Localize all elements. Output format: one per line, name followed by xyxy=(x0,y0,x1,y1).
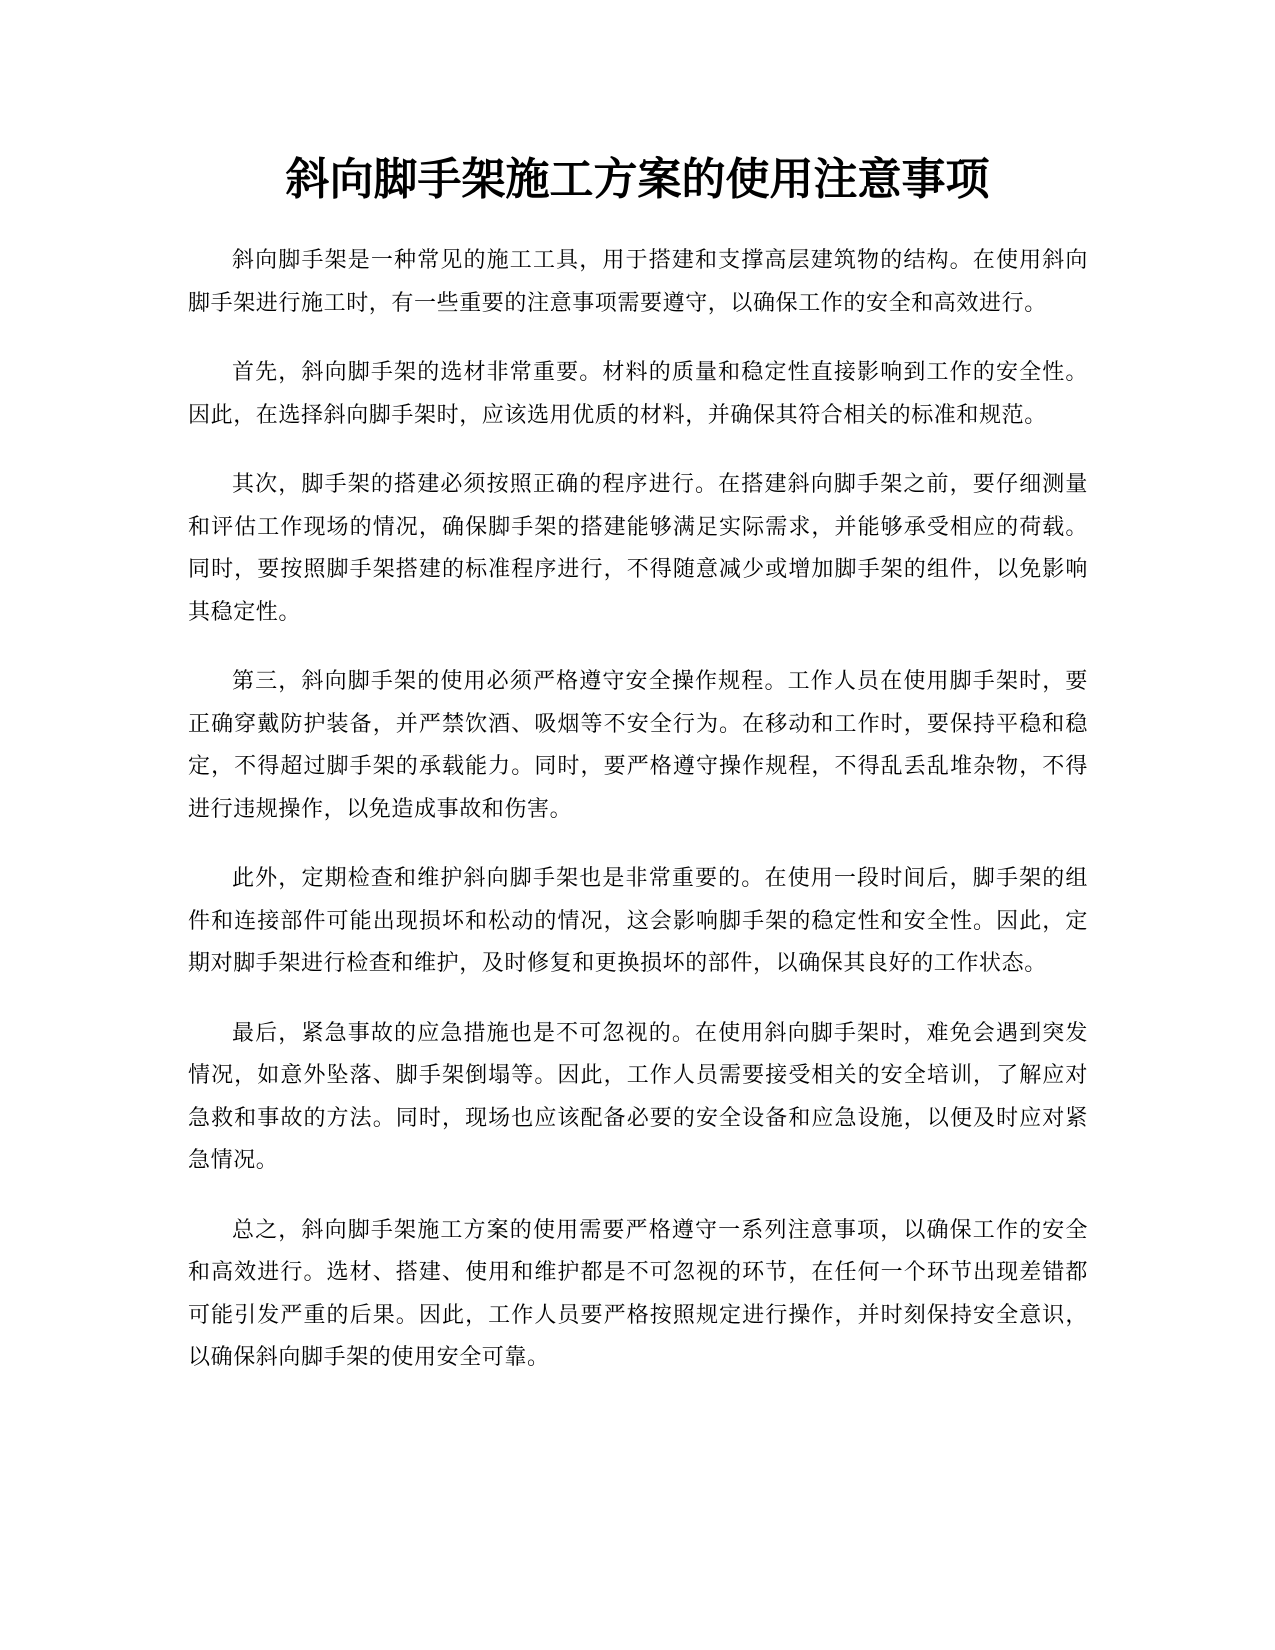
paragraph-inspection: 此外，定期检查和维护斜向脚手架也是非常重要的。在使用一段时间后，脚手架的组件和连接部件可能出现损坏和松动的情况，这会影响脚手架的稳定性和安全性。因此，定期对脚手架进行检查和维护，及时修复和更换损坏的部件，以确保其良好的工作状态。 xyxy=(188,866,1088,976)
document-body xyxy=(188,240,1088,1407)
document-title: 斜向脚手架施工方案的使用注意事项 xyxy=(285,154,990,205)
paragraph-intro: 斜向脚手架是一种常见的施工工具，用于搭建和支撑高层建筑物的结构。在使用斜向脚手架进行施工时，有一些重要的注意事项需要遵守，以确保工作的安全和高效进行。 xyxy=(188,248,1088,316)
paragraph-erection: 其次，脚手架的搭建必须按照正确的程序进行。在搭建斜向脚手架之前，要仔细测量和评估工作现场的情况，确保脚手架的搭建能够满足实际需求，并能够承受相应的荷载。同时，要按照脚手架搭建的标准程序进行，不得随意减少或增加脚手架的组件，以免影响其稳定性。 xyxy=(188,472,1088,625)
paragraph-emergency: 最后，紧急事故的应急措施也是不可忽视的。在使用斜向脚手架时，难免会遇到突发情况，如意外坠落、脚手架倒塌等。因此，工作人员需要接受相关的安全培训，了解应对急救和事故的方法。同时，现场也应该配备必要的安全设备和应急设施，以便及时应对紧急情况。 xyxy=(188,1020,1088,1173)
paragraph-materials: 首先，斜向脚手架的选材非常重要。材料的质量和稳定性直接影响到工作的安全性。因此，在选择斜向脚手架时，应该选用优质的材料，并确保其符合相关的标准和规范。 xyxy=(188,360,1088,428)
paragraph-conclusion: 总之，斜向脚手架施工方案的使用需要严格遵守一系列注意事项，以确保工作的安全和高效进行。选材、搭建、使用和维护都是不可忽视的环节，在任何一个环节出现差错都可能引发严重的后果。因此，工作人员要严格按照规定进行操作，并时刻保持安全意识，以确保斜向脚手架的使用安全可靠。 xyxy=(188,1217,1088,1370)
paragraph-safe-operation: 第三，斜向脚手架的使用必须严格遵守安全操作规程。工作人员在使用脚手架时，要正确穿戴防护装备，并严禁饮酒、吸烟等不安全行为。在移动和工作时，要保持平稳和稳定，不得超过脚手架的承载能力。同时，要严格遵守操作规程，不得乱丢乱堆杂物，不得进行违规操作，以免造成事故和伤害。 xyxy=(188,669,1088,822)
